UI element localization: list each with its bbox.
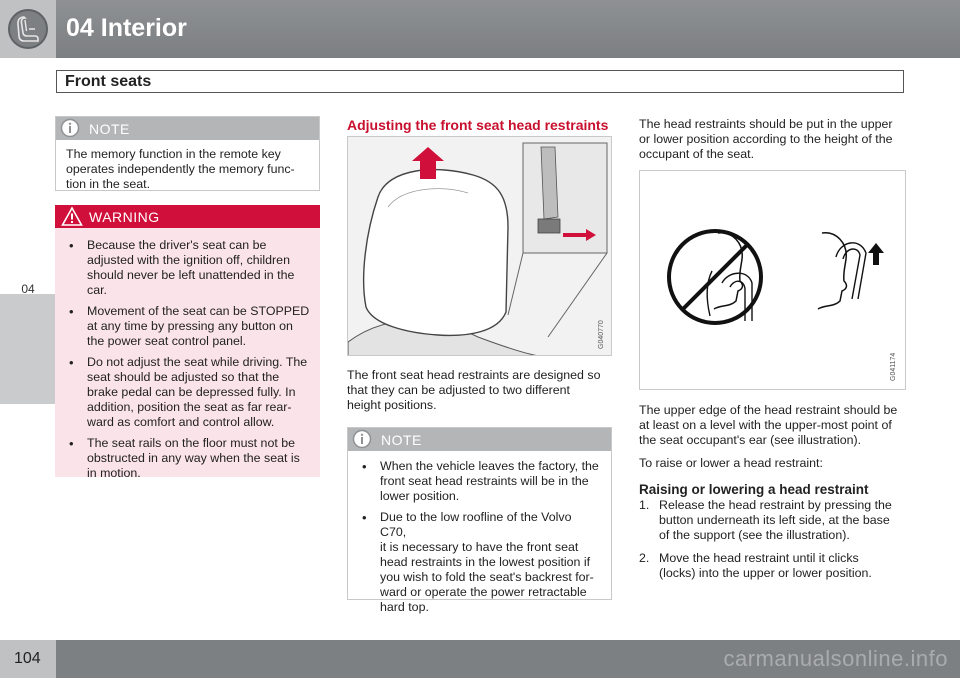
- ear-level-paragraph: The upper edge of the head restraint should be at least on a level with the upper-most point of the seat occupant's ear (see illustration).: [639, 403, 898, 447]
- warning-box: [55, 205, 320, 480]
- steps-heading: Raising or lowering a head restraint: [639, 482, 869, 497]
- info-icon: [59, 117, 81, 139]
- steps-list: [639, 498, 909, 589]
- info-icon: [351, 428, 373, 450]
- text-line: tion in the seat.: [66, 177, 151, 191]
- intro-paragraph: The front seat head restraints are designed so that they can be adjusted to two different height positions.: [347, 368, 601, 412]
- list-item: 2. Move the head restraint until it clicks (locks) into the upper or lower position.: [639, 551, 872, 580]
- list-item: • Due to the low roofline of the Volvo C70, it is necessary to have the front seat head restraints in the lowest position if you wish to fold the seat's backrest for- ward or operate the power retractable hard top.: [358, 510, 601, 615]
- ear-level-figure: [639, 170, 906, 390]
- list-item: • Movement of the seat can be STOPPED at any time by pressing any button on the power seat control panel.: [65, 304, 310, 349]
- page-footer: [0, 640, 960, 678]
- warning-triangle-icon: [61, 206, 83, 228]
- raise-lower-lead: To raise or lower a head restraint:: [639, 456, 823, 470]
- head-restraint-figure: [347, 136, 612, 356]
- figure-code: G041174: [890, 352, 897, 381]
- page-number: 104: [14, 650, 41, 667]
- page-header: [0, 0, 960, 58]
- note-list: [358, 459, 601, 615]
- note-label: NOTE: [89, 121, 130, 137]
- chapter-tab-label: 04: [21, 282, 35, 296]
- head-restraint-illustration: [348, 137, 612, 356]
- text-line: The memory function in the remote key: [66, 147, 281, 161]
- ear-level-illustration: [640, 171, 906, 390]
- note-box-memory: [55, 116, 320, 191]
- note-header: [56, 117, 319, 140]
- footer-tab: [0, 640, 56, 678]
- list-item: • The seat rails on the floor must not be obstructed in any way when the seat is in motion.: [65, 436, 310, 481]
- chapter-title: 04 Interior: [66, 14, 187, 42]
- note-label: NOTE: [381, 432, 422, 448]
- side-strip: [0, 58, 56, 640]
- section-heading: Adjusting the front seat head restraints: [347, 117, 609, 133]
- list-item: • Do not adjust the seat while driving. The seat should be adjusted so that the brake pedal can be depressed fully. In addition, position the seat as far rear- ward as comfort and control allow.: [65, 355, 310, 430]
- note-box-restraints: [347, 427, 612, 614]
- chapter-tab: [0, 294, 56, 404]
- list-item: 1. Release the head restraint by pressing the button underneath its left side, at the base of the support (see the illustration).: [639, 498, 892, 542]
- seat-icon: [8, 9, 48, 49]
- section-title: Front seats: [65, 73, 152, 90]
- warning-list: [65, 238, 310, 481]
- list-item: • Because the driver's seat can be adjusted with the ignition off, children should never be left unattended in the car.: [65, 238, 310, 298]
- text-line: operates independently the memory func-: [66, 162, 295, 176]
- warning-label: WARNING: [89, 209, 160, 225]
- watermark: carmanualsonline.info: [723, 646, 948, 671]
- right-intro-paragraph: The head restraints should be put in the upper or lower position according to the height of the occupant of the seat.: [639, 117, 893, 161]
- note-header: [348, 428, 611, 451]
- header-tab: [0, 0, 56, 58]
- figure-code: G040770: [598, 320, 605, 349]
- note-text: [56, 140, 319, 200]
- list-item: • When the vehicle leaves the factory, the front seat head restraints will be in the lower position.: [358, 459, 601, 504]
- warning-header: [55, 205, 320, 228]
- section-bar: [56, 70, 904, 93]
